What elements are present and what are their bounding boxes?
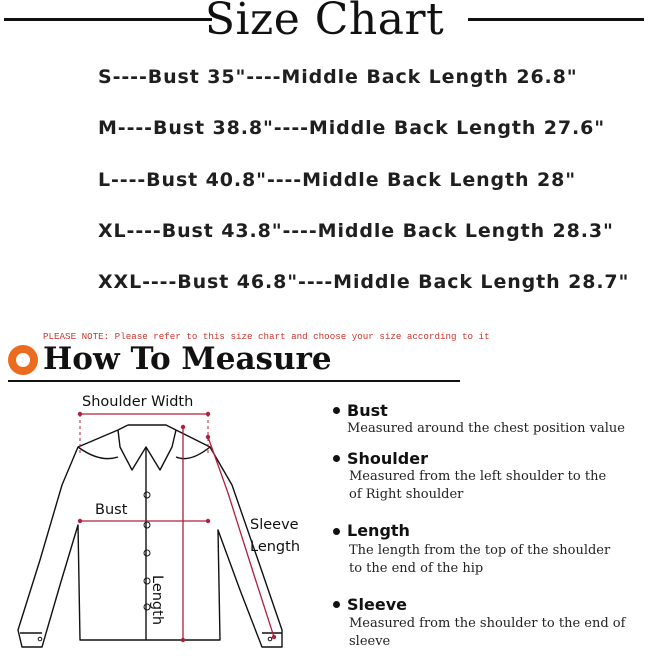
measure-shoulder-title: Shoulder: [347, 449, 428, 468]
length-bullet-icon: [333, 528, 340, 535]
sleeve-bullet-icon: [333, 601, 340, 608]
label-shoulder-width: Shoulder Width: [82, 394, 194, 410]
label-sleeve-1: Sleeve: [250, 517, 299, 533]
measure-bust-desc: Measured around the chest position value: [347, 421, 625, 436]
size-row-xl: XL----Bust 43.8"----Middle Back Length 28.3": [98, 220, 614, 242]
shoulder-bullet-icon: [333, 455, 340, 462]
label-sleeve-2: Length: [250, 539, 301, 555]
header-rule-right: [468, 18, 644, 21]
measure-sleeve-title: Sleeve: [347, 595, 407, 614]
measure-bust-title: Bust: [347, 401, 388, 420]
measure-shoulder-desc: Measured from the left shoulder to the of Right shoulder: [349, 469, 607, 502]
ring-icon: [8, 345, 38, 375]
size-row-xxl: XXL----Bust 46.8"----Middle Back Length 28.7": [98, 271, 630, 293]
size-row-l: L----Bust 40.8"----Middle Back Length 28": [98, 169, 577, 191]
measure-length-desc: The length from the top of the shoulder to the end of the hip: [349, 543, 611, 576]
label-length: Length: [149, 575, 165, 626]
measure-sleeve-desc: Measured from the shoulder to the end of sleeve: [349, 616, 626, 649]
label-bust: Bust: [95, 502, 128, 518]
how-to-measure-title: How To Measure: [43, 341, 332, 377]
measure-length-title: Length: [347, 521, 410, 540]
size-note: PLEASE NOTE: Please refer to this size chart and choose your size according to it: [43, 331, 490, 342]
bust-bullet-icon: [333, 407, 340, 414]
how-to-measure-rule: [8, 380, 460, 382]
page-title: Size Chart: [204, 0, 445, 45]
size-row-m: M----Bust 38.8"----Middle Back Length 27.6": [98, 117, 606, 139]
size-row-s: S----Bust 35"----Middle Back Length 26.8": [98, 66, 578, 88]
